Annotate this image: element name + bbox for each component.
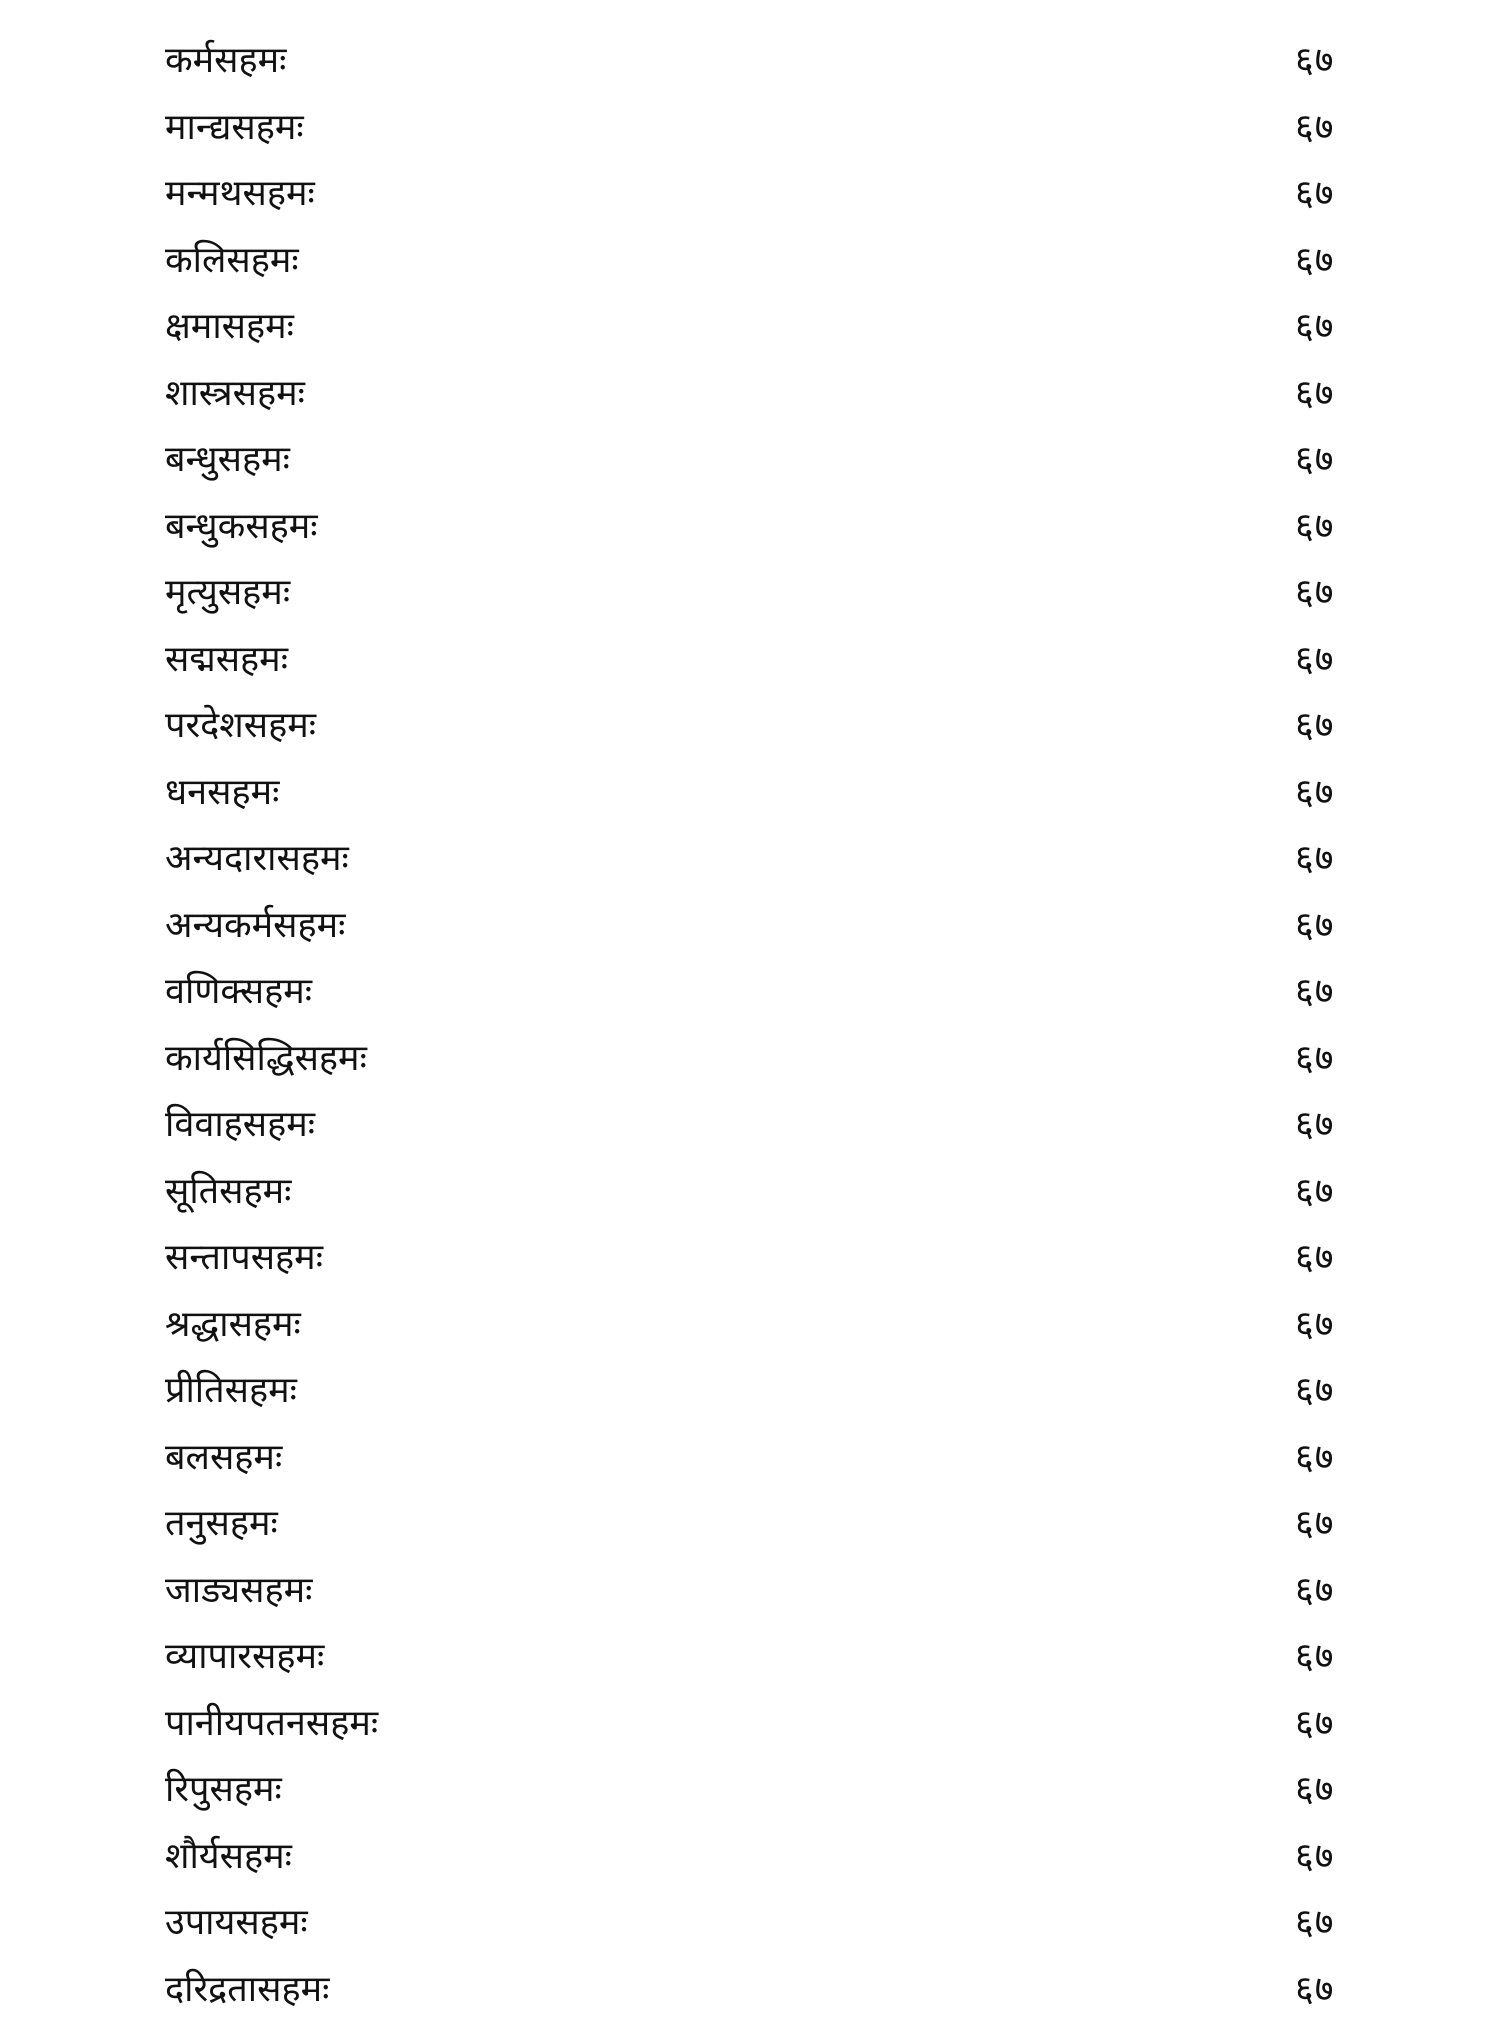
contents-entry [165, 1824, 1365, 1891]
entry-title: सद्मसहमः [165, 627, 288, 693]
contents-entry [165, 294, 1365, 361]
entry-page-number: ६७ [1295, 1159, 1365, 1225]
contents-entry [165, 959, 1365, 1026]
entry-page-number: ६७ [1295, 1824, 1365, 1890]
entry-title: कलिसहमः [165, 228, 299, 294]
entry-page-number: ६७ [1295, 760, 1365, 826]
contents-entry [165, 361, 1365, 428]
entry-page-number: ६७ [1295, 1225, 1365, 1291]
entry-title: शास्त्रसहमः [165, 361, 305, 427]
entry-page-number: ६७ [1295, 1491, 1365, 1557]
entry-page-number: ६७ [1295, 1757, 1365, 1823]
entry-page-number: ६७ [1295, 1558, 1365, 1624]
contents-entry [165, 1624, 1365, 1691]
entry-page-number: ६७ [1295, 826, 1365, 892]
entry-page-number: ६७ [1295, 1957, 1365, 2023]
contents-entry [165, 1292, 1365, 1359]
entry-page-number: ६७ [1295, 28, 1365, 94]
entry-page-number: ६७ [1295, 427, 1365, 493]
entry-title: बलसहमः [165, 1425, 282, 1491]
entry-title: कार्यसिद्धिसहमः [165, 1026, 367, 1092]
contents-list [165, 28, 1365, 2023]
contents-entry [165, 28, 1365, 95]
entry-title: बन्धुसहमः [165, 427, 290, 493]
contents-entry [165, 1358, 1365, 1425]
entry-title: कर्मसहमः [165, 28, 286, 94]
contents-entry [165, 1092, 1365, 1159]
entry-page-number: ६७ [1295, 294, 1365, 360]
entry-title: जाड्यसहमः [165, 1558, 312, 1624]
contents-entry [165, 1890, 1365, 1957]
contents-entry [165, 1159, 1365, 1226]
entry-page-number: ६७ [1295, 959, 1365, 1025]
entry-page-number: ६७ [1295, 1358, 1365, 1424]
entry-title: मन्मथसहमः [165, 161, 315, 227]
contents-entry [165, 161, 1365, 228]
entry-page-number: ६७ [1295, 1691, 1365, 1757]
entry-title: धनसहमः [165, 760, 279, 826]
contents-entry [165, 1691, 1365, 1758]
contents-entry [165, 427, 1365, 494]
entry-title: व्यापारसहमः [165, 1624, 324, 1690]
contents-entry [165, 1026, 1365, 1093]
contents-entry [165, 693, 1365, 760]
contents-entry [165, 1957, 1365, 2023]
contents-entry [165, 1491, 1365, 1558]
entry-page-number: ६७ [1295, 893, 1365, 959]
entry-title: श्रद्धासहमः [165, 1292, 301, 1358]
entry-title: विवाहसहमः [165, 1092, 315, 1158]
entry-title: पानीयपतनसहमः [165, 1691, 378, 1757]
entry-title: रिपुसहमः [165, 1757, 282, 1823]
entry-title: दरिद्रतासहमः [165, 1957, 329, 2023]
entry-page-number: ६७ [1295, 361, 1365, 427]
entry-title: मृत्युसहमः [165, 560, 290, 626]
entry-page-number: ६७ [1295, 1425, 1365, 1491]
entry-page-number: ६७ [1295, 228, 1365, 294]
entry-title: सन्तापसहमः [165, 1225, 323, 1291]
entry-title: सूतिसहमः [165, 1159, 291, 1225]
entry-title: वणिक्सहमः [165, 959, 312, 1025]
entry-page-number: ६७ [1295, 560, 1365, 626]
entry-page-number: ६७ [1295, 693, 1365, 759]
entry-page-number: ६७ [1295, 161, 1365, 227]
entry-page-number: ६७ [1295, 1092, 1365, 1158]
contents-entry [165, 228, 1365, 295]
contents-entry [165, 893, 1365, 960]
contents-entry [165, 826, 1365, 893]
entry-page-number: ६७ [1295, 1890, 1365, 1956]
contents-entry [165, 1757, 1365, 1824]
entry-title: अन्यदारासहमः [165, 826, 349, 892]
contents-entry [165, 1558, 1365, 1625]
entry-title: परदेशसहमः [165, 693, 316, 759]
entry-title: मान्द्यसहमः [165, 95, 304, 161]
entry-page-number: ६७ [1295, 627, 1365, 693]
entry-title: तनुसहमः [165, 1491, 278, 1557]
entry-title: प्रीतिसहमः [165, 1358, 297, 1424]
contents-entry [165, 1225, 1365, 1292]
entry-page-number: ६७ [1295, 1624, 1365, 1690]
entry-title: क्षमासहमः [165, 294, 294, 360]
contents-entry [165, 1425, 1365, 1492]
entry-page-number: ६७ [1295, 95, 1365, 161]
entry-title: अन्यकर्मसहमः [165, 893, 345, 959]
entry-page-number: ६७ [1295, 1292, 1365, 1358]
entry-title: शौर्यसहमः [165, 1824, 292, 1890]
contents-entry [165, 95, 1365, 162]
entry-page-number: ६७ [1295, 494, 1365, 560]
contents-entry [165, 560, 1365, 627]
entry-title: बन्धुकसहमः [165, 494, 318, 560]
contents-entry [165, 494, 1365, 561]
entry-title: उपायसहमः [165, 1890, 308, 1956]
entry-page-number: ६७ [1295, 1026, 1365, 1092]
contents-entry [165, 627, 1365, 694]
contents-entry [165, 760, 1365, 827]
